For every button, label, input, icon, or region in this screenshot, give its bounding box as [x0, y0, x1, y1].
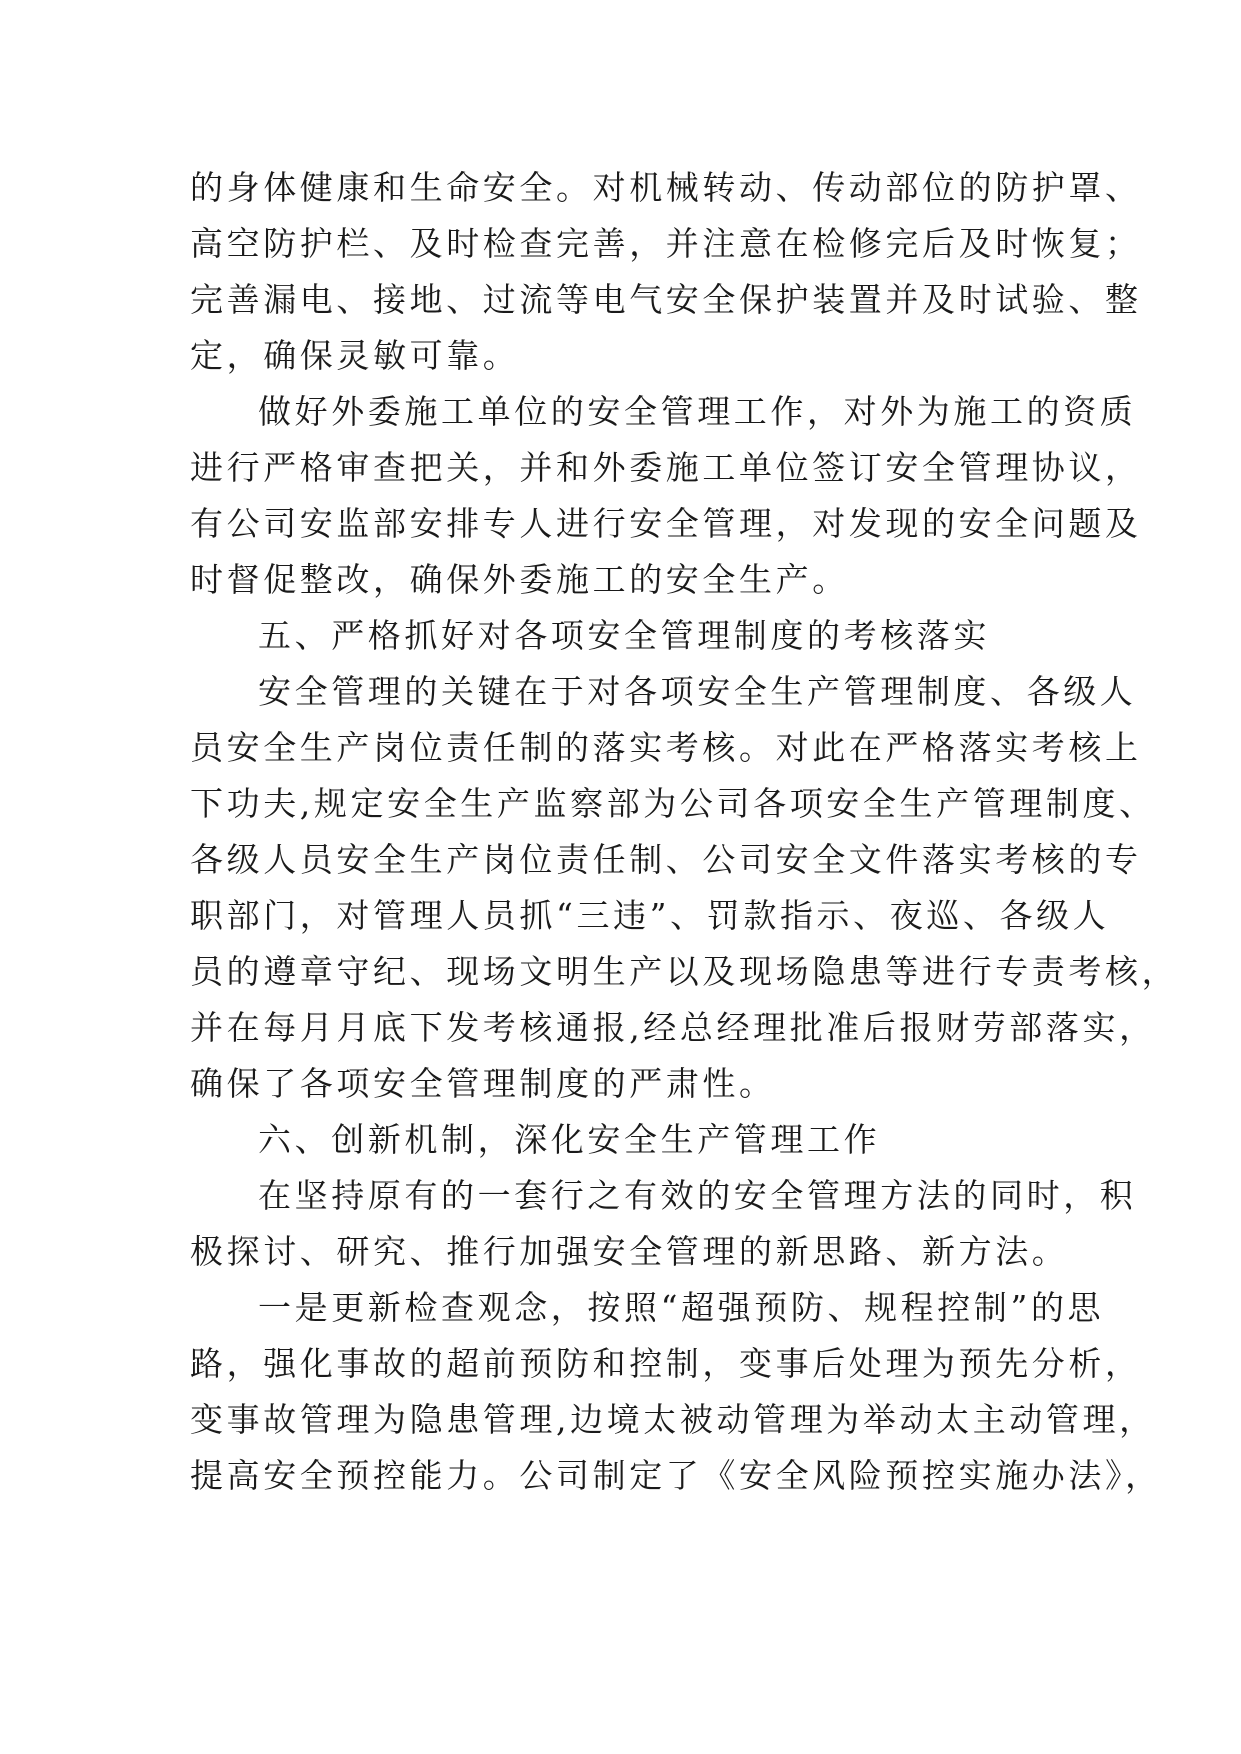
text-line: 有公司安监部安排专人进行安全管理，对发现的安全问题及 — [190, 504, 1142, 543]
text-line: 做好外委施工单位的安全管理工作，对外为施工的资质 — [258, 392, 1137, 431]
text-line: 并在每月月底下发考核通报,经总经理批准后报财劳部落实， — [190, 1008, 1156, 1047]
text-line: 高空防护栏、及时检查完善，并注意在检修完后及时恢复； — [190, 224, 1142, 263]
text-line: 变事故管理为隐患管理,边境太被动管理为举动太主动管理， — [190, 1400, 1156, 1439]
text-line: 职部门，对管理人员抓“三违”、罚款指示、夜巡、各级人 — [190, 896, 1110, 935]
text-line: 时督促整改，确保外委施工的安全生产。 — [190, 560, 849, 599]
text-line: 确保了各项安全管理制度的严肃性。 — [190, 1064, 776, 1103]
text-line: 在坚持原有的一套行之有效的安全管理方法的同时，积 — [258, 1176, 1137, 1215]
text-line: 各级人员安全生产岗位责任制、公司安全文件落实考核的专 — [190, 840, 1142, 879]
text-line: 完善漏电、接地、过流等电气安全保护装置并及时试验、整 — [190, 280, 1142, 319]
text-line: 定，确保灵敏可靠。 — [190, 336, 520, 375]
text-line: 员的遵章守纪、现场文明生产以及现场隐患等进行专责考核， — [190, 952, 1179, 991]
text-line: 一是更新检查观念，按照“超强预防、规程控制”的思 — [258, 1288, 1105, 1327]
text-line: 提高安全预控能力。公司制定了《安全风险预控实施办法》， — [190, 1456, 1162, 1495]
body-text — [190, 160, 1179, 1504]
text-line: 下功夫,规定安全生产监察部为公司各项安全生产管理制度、 — [190, 784, 1156, 823]
text-line: 员安全生产岗位责任制的落实考核。对此在严格落实考核上 — [190, 728, 1142, 767]
text-line: 进行严格审查把关，并和外委施工单位签订安全管理协议， — [190, 448, 1142, 487]
text-line: 五、严格抓好对各项安全管理制度的考核落实 — [258, 616, 990, 655]
text-line: 六、创新机制，深化安全生产管理工作 — [258, 1120, 881, 1159]
text-line: 安全管理的关键在于对各项安全生产管理制度、各级人 — [258, 672, 1137, 711]
text-line: 极探讨、研究、推行加强安全管理的新思路、新方法。 — [190, 1232, 1069, 1271]
text-line: 的身体健康和生命安全。对机械转动、传动部位的防护罩、 — [190, 168, 1142, 207]
text-line: 路，强化事故的超前预防和控制，变事后处理为预先分析， — [190, 1344, 1142, 1383]
